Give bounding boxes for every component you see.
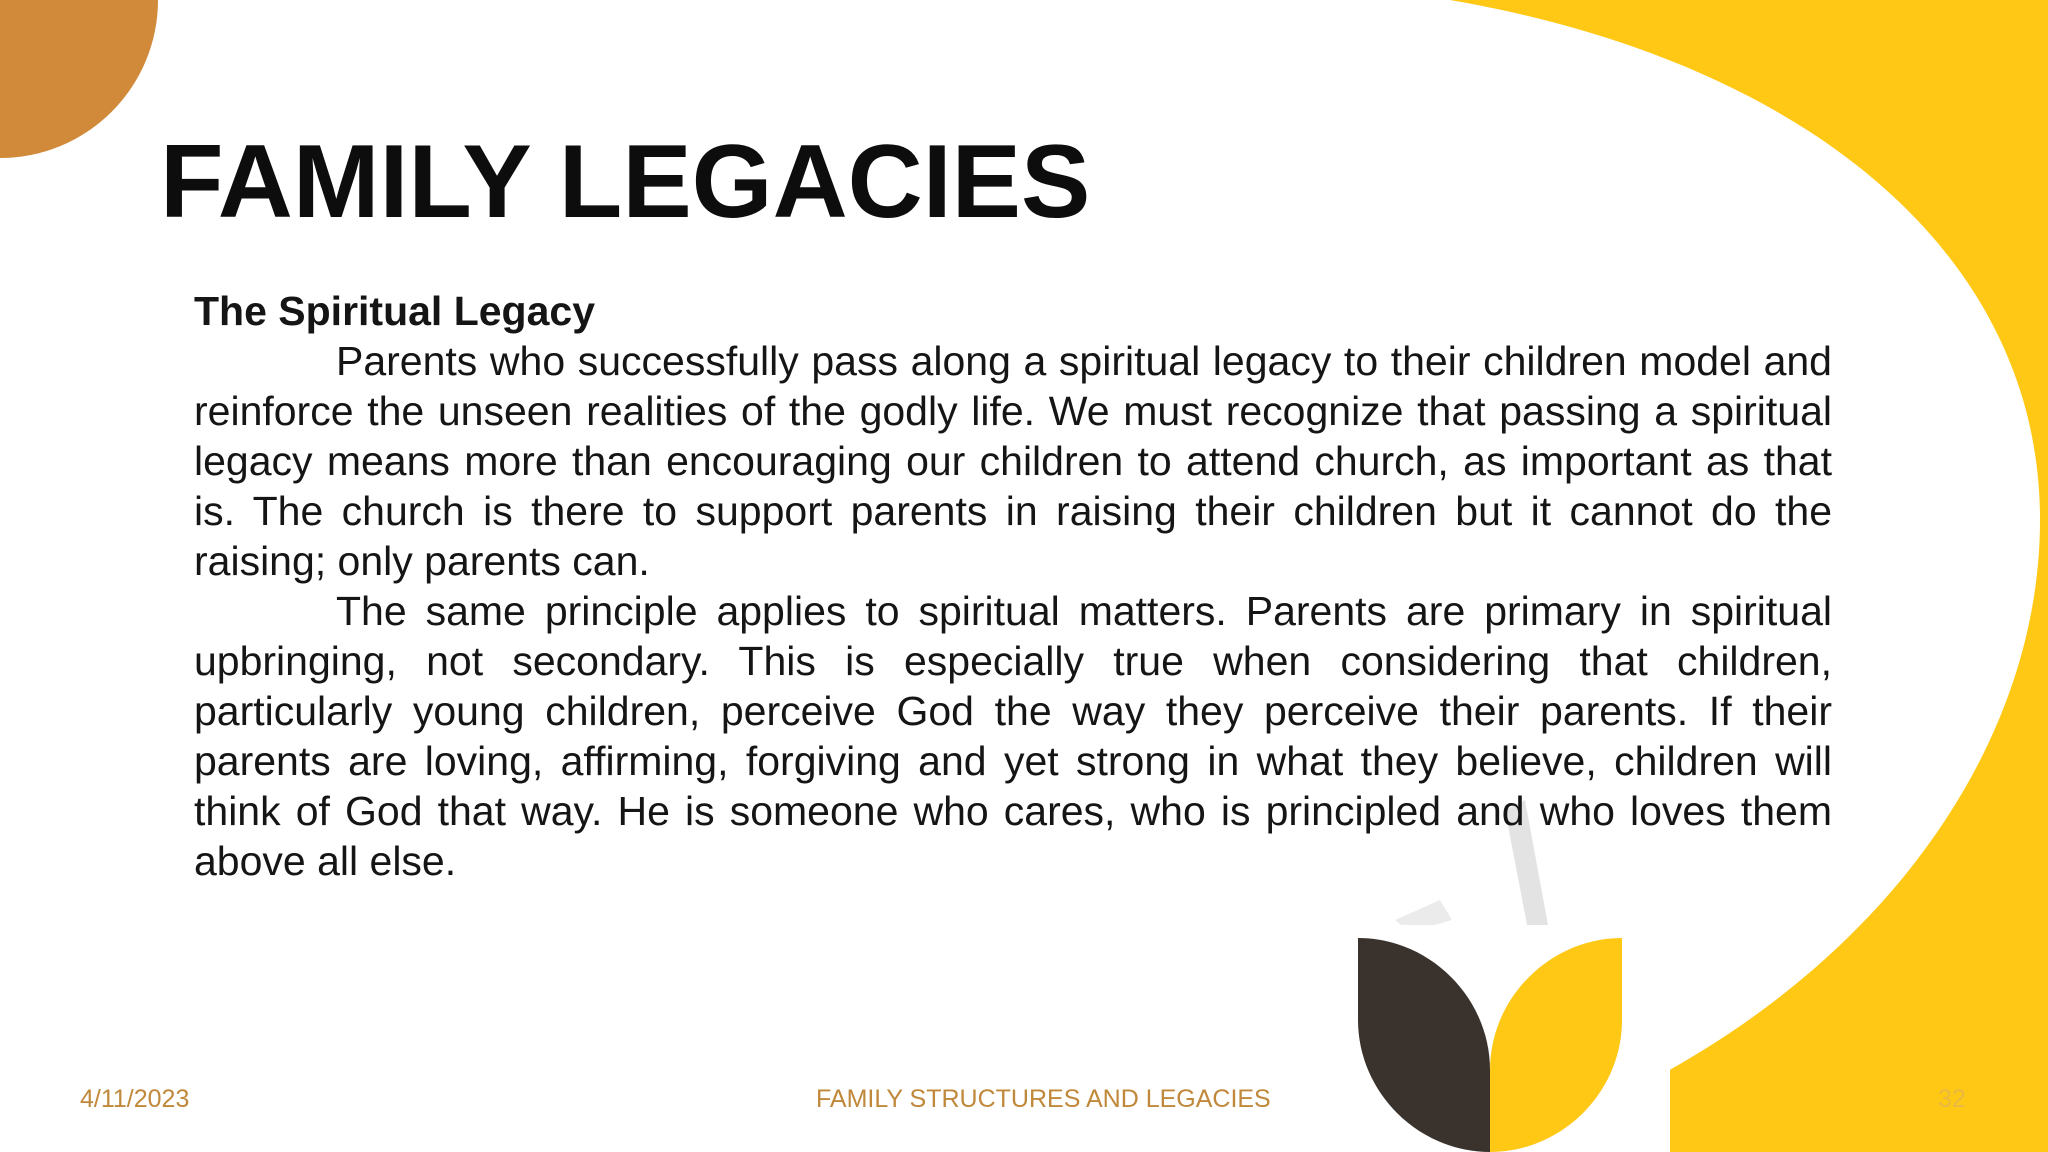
paragraph-2: The same principle applies to spiritual matters. Parents are primary in spiritual upbringing, not secondary. This is especially true when considering that children, particularly young children, perceive God the way they perceive their parents. If their parents are loving, affirming, forgiving and yet strong in what they believe, children will think of God that way. He is someone who cares, who is principled and who loves them above all else. bbox=[194, 588, 1832, 884]
slide-body bbox=[194, 286, 1832, 886]
footer-page-number: 32 bbox=[1938, 1085, 1966, 1113]
slide-title: FAMILY LEGACIES bbox=[160, 124, 1091, 240]
orange-corner-shape bbox=[0, 0, 158, 158]
paragraph-1: Parents who successfully pass along a spiritual legacy to their children model and reinforce the unseen realities of the godly life. We must recognize that passing a spiritual legacy means more than encouraging our children to attend church, as important as that is. The church is there to support parents in raising their children but it cannot do the raising; only parents can. bbox=[194, 338, 1832, 584]
footer-date: 4/11/2023 bbox=[80, 1085, 190, 1113]
section-heading: The Spiritual Legacy bbox=[194, 288, 595, 334]
footer-presentation-title: FAMILY STRUCTURES AND LEGACIES bbox=[816, 1085, 1271, 1113]
